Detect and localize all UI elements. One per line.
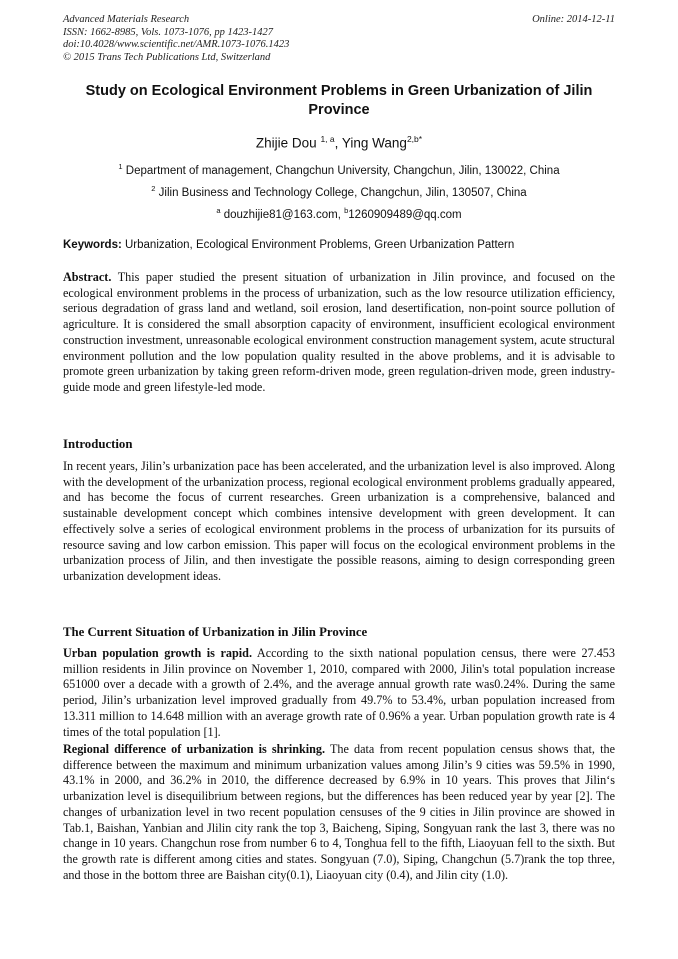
affiliation-text: Department of management, Changchun University, Changchun, Jilin, 130022, China [122, 164, 560, 177]
copyright-line: © 2015 Trans Tech Publications Ltd, Switzerland [63, 51, 271, 63]
abstract-label: Abstract. [63, 270, 112, 284]
email-marker: b [344, 206, 349, 215]
keywords-line [63, 238, 615, 253]
author-superscript: 2,b* [406, 134, 423, 144]
journal-name: Advanced Materials Research [63, 14, 190, 25]
keywords-label: Keywords: [63, 239, 122, 251]
online-date: Online: 2014-12-11 [532, 14, 615, 25]
author-name: Ying Wang [341, 135, 407, 151]
section-heading: Introduction [63, 437, 133, 451]
paragraph-lead: Regional difference of urbanization is shrinking. [63, 742, 326, 756]
affiliation-marker: 2 [151, 184, 156, 193]
paragraph-lead: Urban population growth is rapid. [63, 646, 252, 660]
doi-line: doi:10.4028/www.scientific.net/AMR.1073-1076.1423 [63, 39, 290, 51]
population-growth-paragraph [63, 646, 615, 740]
affiliation-text: Jilin Business and Technology College, Changchun, Jilin, 130507, China [155, 186, 527, 199]
email-address: 1260909489@qq.com [348, 208, 462, 221]
affiliation-marker: 1 [118, 162, 123, 171]
abstract-paragraph [63, 270, 615, 396]
affiliation-2 [63, 181, 615, 201]
paragraph-text: According to the sixth national population census, there were 27.453 million residents in Jilin province on November 1, 2010, compared with 2000, Jilin's total population increase 651000 over a decade with a growth of 2.4%, and the average annual growth rate was0.24%. During the same period, Jilin’s urbanization level improved gradually from 49.7% to 53.4%, urban population increased from 13.311 million to 14.648 million with an average growth rate of 0.96% a year. Urban population growth rate is 4 times of the total population [1]. [63, 646, 615, 739]
author-line [63, 130, 615, 153]
email-address: douzhijie81@163.com, [220, 208, 345, 221]
regional-difference-paragraph [63, 742, 615, 883]
author-separator: , [334, 135, 342, 151]
keywords-text: Urbanization, Ecological Environment Problems, Green Urbanization Pattern [121, 239, 515, 251]
author-emails [63, 203, 615, 223]
section-heading: The Current Situation of Urbanization in Jilin Province [63, 625, 368, 639]
introduction-paragraph: In recent years, Jilin’s urbanization pace has been accelerated, and the urbanization level is also improved. Along with the development of the urbanization process, regional ecological environment problems gradually appeared, and has become the focus of current researches. Green urbanization is a comprehensive, balanced and sustainable development concept which combines intensive development with green development. It can effectively solve a series of ecological environment problems in the process of urbanization for its pursuits of resource saving and low carbon emission. This paper will focus on the ecological environment problems in the urbanization process of Jilin, and then investigate the possible reasons, aiming to design corresponding green urbanization development ideas. [63, 459, 615, 583]
author-superscript: 1, a [320, 134, 335, 144]
abstract-text: This paper studied the present situation of urbanization in Jilin province, and focused on the ecological environment problems in the process of urbanization, such as the low resource utilization efficiency, serious degradation of grass land and wetland, soil erosion, land desertification, non-point source pollution of agriculture. It is considered the small absorption capacity of environment, insufficient ecological environment construction investment, unreasonable ecological environment construction management system, acute structural environment pollution and the low population quality resulted in the above problems, and it is advisable to promote green urbanization by taking green reform-driven mode, green regulation-driven mode, green industry-guide mode and green lifestyle-led mode. [63, 270, 615, 394]
affiliation-1 [63, 159, 615, 179]
paragraph-text: The data from recent population census shows that, the difference between the maximum and minimum urbanization values among Jilin’s 9 cities was 59.5% in 1990, 43.1% in 2000, and 36.2% in 2010, the difference decreased by 6.9% in 10 years. This proves that Jilin‘s urbanization level is disequilibrium between regions, but the differences has been reduced year by year [2]. The changes of urbanization level in two recent population censuses of the 9 cities in Jilin province are showed in Tab.1, Baishan, Yanbian and Jlilin city rank the top 3, Baicheng, Siping, Songyuan rank the last 3, there was no change in 10 years. Changchun rose from number 6 to 4, Tonghua fell to the fifth, Liaoyuan fell to the sixth. But the growth rate is different among cities and states. Songyuan (7.0), Siping, Changchun (5.7)rank the top three, and those in the bottom three are Baishan city(0.1), Liaoyuan city (0.4), and Jilin city (1.0). [63, 742, 615, 882]
issn-line: ISSN: 1662-8985, Vols. 1073-1076, pp 1423-1427 [63, 26, 273, 38]
journal-header [63, 14, 615, 64]
paper-title: Study on Ecological Environment Problems in Green Urbanization of Jilin Province [85, 83, 593, 118]
email-marker: a [216, 206, 221, 215]
author-name: Zhijie Dou [255, 135, 317, 151]
